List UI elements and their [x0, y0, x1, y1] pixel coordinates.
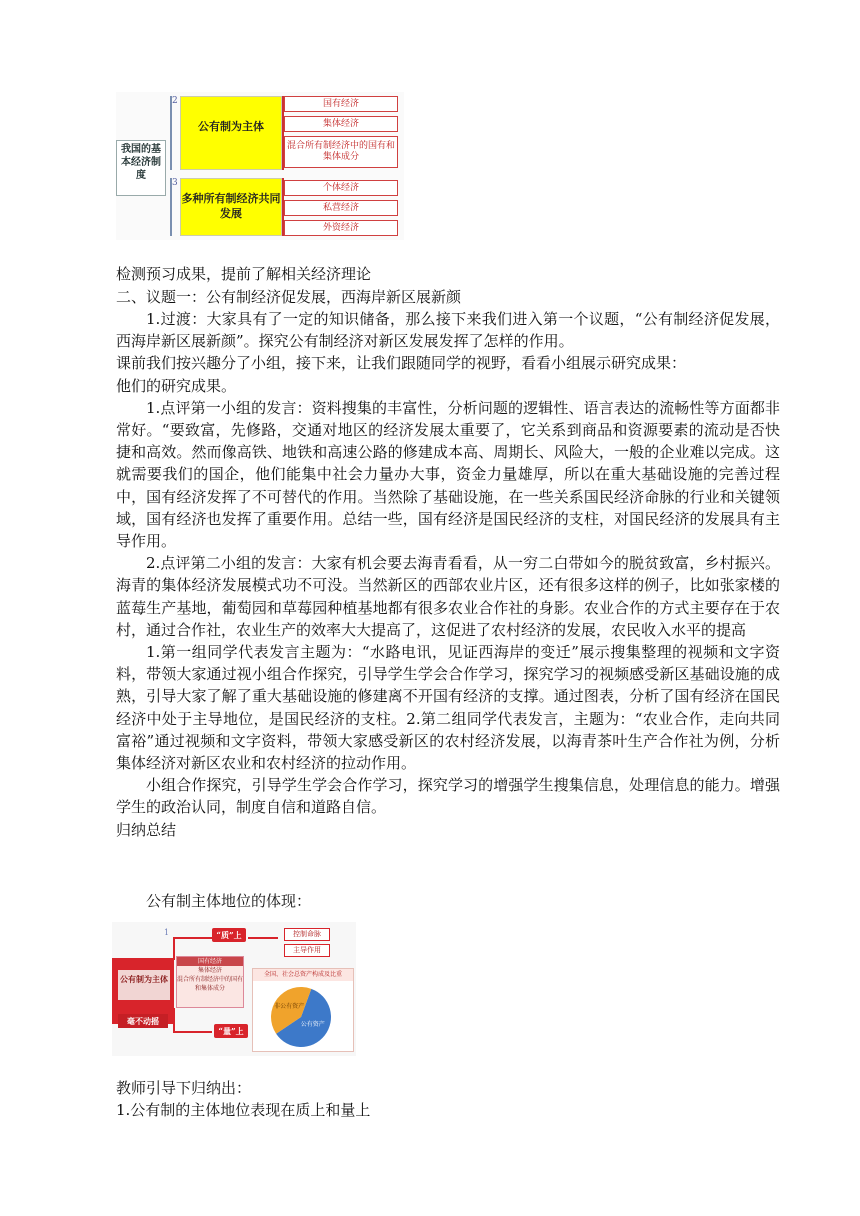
pie-chart-frame — [252, 968, 354, 1052]
pie-chart — [253, 981, 353, 1051]
multiple-ownership-box: 多种所有制经济共同发展 — [180, 178, 282, 236]
paragraph-research-results: 他们的研究成果。 — [116, 376, 237, 395]
foreign-economy-box: 外资经济 — [284, 220, 398, 236]
paragraph-group-one-review: 1.点评第一小组的发言：资料搜集的丰富性，分析问题的逻辑性、语言表达的流畅性等方面都非常好。“要致富，先修路，交通对地区的经济发展太重要了，它关系到商品和资源要素的流动是否快捷和高效。然而像高铁、地铁和高速公路的修建成本高、周期长、风险大，一般的企业难以完成。这就需要我们的国企，他们能集中社会力量办大事，资金力量雄厚，所以在重大基础设施的完善过程中，国有经济发挥了不可替代的作用。当然除了基础设施，在一些关系国民经济命脉的行业和关键领域，国有经济也发挥了重要作用。总结一些，国有经济是国民经济的支柱，对国民经济的发展具有主导作用。 — [116, 398, 780, 551]
public-ownership-box: 公有制为主体 — [180, 96, 282, 170]
paragraph-conclusion-one: 1.公有制的主体地位表现在质上和量上 — [116, 1101, 371, 1119]
individual-economy-box: 个体经济 — [284, 180, 398, 196]
paragraph-preview-result: 检测预习成果，提前了解相关经济理论 — [116, 265, 372, 283]
section-heading-topic-one: 二、议题一：公有制经济促发展，西海岸新区展新颜 — [116, 288, 462, 306]
unwavering-box: 毫不动摇 — [118, 1014, 168, 1028]
paragraph-transition: 1.过渡：大家具有了一定的知识储备，那么接下来我们进入第一个议题，“公有制经济促发展，西海岸新区展新颜”。探究公有制经济对新区发展发挥了怎样的作用。 — [116, 310, 780, 351]
diagram-root-box: 我国的基本经济制度 — [116, 140, 166, 196]
paragraph-group-speeches: 1.第一组同学代表发言主题为：“水路电讯，见证西海岸的变迁”展示搜集整理的视频和文字资料，带领大家通过视小组合作探究，引导学生学会合作学习，探究学习的视频感受新区基础设施的成熟，引导大家了解了重大基础设施的修建离不开国有经济的支撑。通过图表，分析了国有经济在国民经济中处于主导地位，是国民经济的支柱。2.第二组同学代表发言，主题为：“农业合作，走向共同富裕”通过视频和文字资料，带领大家感受新区的农村经济发展，以海青茶叶生产合作社为例，分析集体经济对新区农业和农村经济的拉动作用。 — [116, 643, 780, 773]
collective-economy-box: 集体经济 — [284, 116, 398, 132]
main-box-label: 公有制为主体 — [118, 970, 170, 1000]
diagram-brace-top — [170, 96, 172, 170]
pie-chart-title: 全国、社会总资产构成及比重 — [253, 969, 353, 981]
heading-summary: 归纳总结 — [116, 820, 177, 839]
quality-label: “质”上 — [212, 928, 246, 942]
paragraph-teacher-guided: 教师引导下归纳出： — [116, 1079, 252, 1097]
pie-slice-label-0: 公有资产 — [300, 1021, 325, 1029]
paragraph-group-two-review: 2.点评第二小组的发言：大家有机会要去海青看看，从一穷二白带如今的脱贫致富，乡村振兴。海青的集体经济发展模式功不可没。当然新区的西部农业片区，还有很多这样的例子，比如张家楼的蓝莓生产基地，葡萄园和草莓园种植基地都有很多农业合作社的身影。农业合作的方式主要存在于农村，通过合作社，农业生产的效率大大提高了，这促进了农村经济的发展，农民收入水平的提高 — [116, 554, 780, 639]
figure-number: 1 — [164, 928, 170, 937]
quantity-label: “量”上 — [214, 1024, 248, 1038]
paragraph-cooperative-inquiry: 小组合作探究，引导学生学会合作学习，探究学习的增强学生搜集信息，处理信息的能力。增强学生的政治认同，制度自信和道路自信。 — [116, 776, 780, 817]
component-state: 国有经济 — [177, 957, 243, 966]
tag-leading-role: 主导作用 — [284, 944, 330, 957]
diagram-number-2: 2 — [172, 96, 178, 106]
public-ownership-figure — [112, 922, 356, 1056]
component-mixed: 混合所有制经济中的国有和集体成分 — [177, 976, 244, 992]
diagram-number-3: 3 — [172, 178, 178, 188]
pie-slice-label-1: 非公有资产 — [274, 1002, 305, 1010]
private-economy-box: 私营经济 — [284, 200, 398, 216]
tag-control-lifeline: 控制命脉 — [284, 928, 330, 941]
mixed-ownership-box: 混合所有制经济中的国有和集体成分 — [284, 136, 398, 168]
component-collective: 集体经济 — [197, 967, 222, 974]
economic-system-diagram — [116, 92, 404, 240]
state-economy-box: 国有经济 — [284, 96, 398, 112]
paragraph-dominance-manifestation: 公有制主体地位的体现： — [146, 892, 312, 910]
paragraph-groups-intro: 课前我们按兴趣分了小组，接下来，让我们跟随同学的视野，看看小组展示研究成果： — [116, 354, 687, 373]
